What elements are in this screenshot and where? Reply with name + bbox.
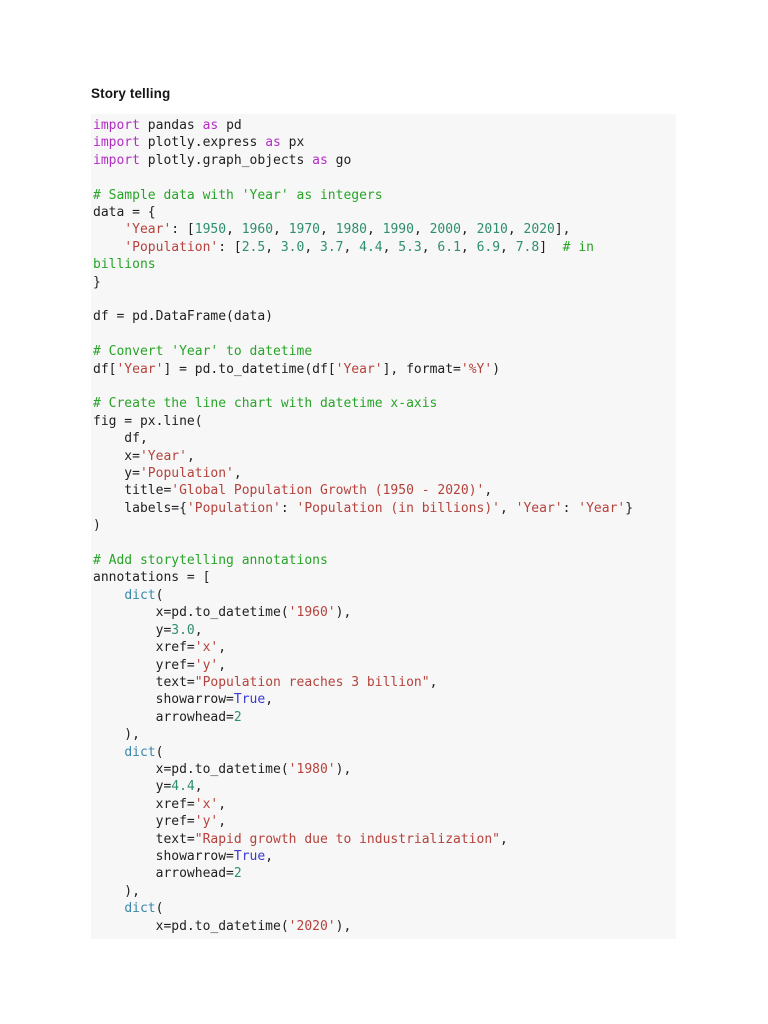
code-token-string: 'Year' [515,500,563,516]
code-token-plain: , [366,222,383,238]
code-token-number: 2010 [476,222,508,238]
code-token-string: 'x' [194,796,219,812]
code-line [93,709,674,726]
code-token-comment: # Sample data with 'Year' as integers [93,187,383,203]
code-token-plain: , [233,466,242,482]
code-token-plain: , [186,448,195,464]
code-token-keyword: import [93,118,140,133]
code-token-plain [93,745,124,760]
code-token-plain: ] = pd.to_datetime(df[ [163,361,336,377]
code-token-plain: , [429,674,438,690]
code-token-number: 2 [233,709,242,725]
code-token-number: 4.4 [171,779,195,795]
code-token-plain: : [ [218,239,242,255]
code-token-plain: x=pd.to_datetime( [93,918,289,934]
code-token-string: '1980' [288,761,336,777]
code-token-plain: text= [93,674,195,690]
code-token-plain: ) [93,518,101,534]
code-token-string: 'Population' [124,239,219,255]
code-token-plain: ], [554,222,571,238]
code-token-number: 2000 [429,222,461,238]
code-token-plain: go [327,152,352,168]
code-line [93,744,674,761]
code-token-plain: ], format= [382,361,461,377]
code-token-plain: ), [335,761,352,777]
code-token-comment: # in [562,239,594,255]
code-token-keyword: as [202,118,219,133]
code-token-plain: showarrow= [93,848,234,864]
code-token-plain: px [280,135,305,151]
code-token-string: '2020' [288,918,336,934]
code-line [93,657,674,674]
code-token-number: 7.8 [515,239,540,255]
code-token-number: 4.4 [359,239,383,255]
code-token-plain: fig = px.line( [93,413,203,429]
code-token-keyword: import [93,135,140,151]
code-line [93,413,674,430]
code-token-plain: , [413,222,430,238]
code-line [93,430,674,447]
code-token-plain: labels={ [93,500,187,516]
code-token-number: 2.5 [241,239,266,255]
code-token-plain: : [280,500,297,516]
code-token-plain: } [625,500,634,516]
code-line [93,274,674,291]
code-token-plain [93,222,124,237]
code-token-string: 'Global Population Growth (1950 - 2020)' [171,483,485,499]
code-token-plain: ), [93,883,140,899]
code-token-plain: , [265,239,281,255]
code-line [93,134,674,151]
code-token-plain: , [500,500,516,516]
code-token-plain: ( [155,744,164,760]
code-token-plain: , [218,814,227,830]
code-block [91,114,676,939]
code-line [93,848,674,865]
code-token-comment: billions [93,257,156,273]
code-token-plain: , [460,239,477,255]
code-line [93,918,674,935]
code-line [93,796,674,813]
code-token-plain: showarrow= [93,692,234,708]
code-line [93,239,674,256]
code-token-plain: title= [93,483,172,499]
code-token-plain: ( [155,901,164,917]
code-token-plain: df, [93,431,148,447]
code-line [93,308,674,325]
code-token-plain: , [500,831,508,847]
code-token-plain: pd [218,118,242,133]
code-line [93,691,674,708]
code-token-number: 2 [233,866,242,882]
code-token-number: 6.1 [437,239,461,255]
code-token-plain: ] [539,239,563,255]
code-token-string: 'x' [194,640,219,656]
code-line [93,291,674,308]
code-token-plain: x= [93,448,140,464]
code-token-builtin: dict [124,587,156,603]
code-line [93,448,674,465]
code-line [93,204,674,221]
code-token-plain: ) [492,361,501,377]
code-token-plain: yref= [93,657,195,673]
code-line [93,535,674,552]
code-token-number: 1960 [241,222,274,238]
code-token-plain: , [500,239,516,255]
code-token-plain: , [218,796,227,812]
code-line [93,482,674,499]
code-token-string: 'Population' [186,500,281,516]
code-line [93,221,674,238]
code-line [93,552,674,569]
code-line [93,622,674,639]
code-token-plain: ), [93,727,140,743]
code-line [93,569,674,586]
code-token-plain: arrowhead= [93,709,234,725]
code-token-plain [93,240,124,255]
code-token-number: 5.3 [398,239,422,255]
code-token-plain: x=pd.to_datetime( [93,605,289,621]
code-line [93,343,674,360]
code-line [93,865,674,882]
code-line [93,256,674,273]
code-token-comment: # Create the line chart with datetime x-axis [93,396,438,412]
code-token-comment: # Add storytelling annotations [93,553,328,569]
code-token-string: '1960' [288,605,336,621]
code-line [93,778,674,795]
code-token-plain: , [218,657,227,673]
code-token-string: 'Population (in billions)' [296,500,500,516]
code-token-plain: df[ [93,361,117,377]
code-token-string: 'Year' [335,361,383,377]
code-token-number: 3.7 [320,239,344,255]
code-token-plain: annotations = [ [93,570,211,586]
page-title: Story telling [91,86,171,101]
code-token-plain: text= [93,831,195,847]
code-line [93,500,674,517]
code-line [93,117,674,134]
code-token-string: 'y' [194,814,219,830]
code-token-plain: , [320,222,336,238]
code-token-plain: xref= [93,640,195,656]
code-token-plain: , [484,483,493,499]
code-token-string: 'Year' [116,361,164,377]
code-token-number: 1950 [194,222,227,238]
code-token-plain: , [218,640,227,656]
code-token-plain: df = pd.DataFrame(data) [93,309,274,325]
code-token-keyword: import [93,152,140,168]
code-token-plain: data = { [93,205,156,221]
code-token-plain: y= [93,779,172,795]
code-token-builtin: dict [124,744,156,760]
code-line [93,326,674,343]
code-token-plain: plotly.graph_objects [139,152,313,168]
code-token-plain: plotly.express [139,135,266,151]
code-line [93,726,674,743]
code-line [93,761,674,778]
code-token-string: 'Population' [139,466,234,482]
code-token-constant: True [233,848,266,864]
code-token-number: 6.9 [476,239,501,255]
code-token-plain: , [265,692,274,708]
code-line [93,883,674,900]
code-token-plain: , [273,222,289,238]
code-token-plain: , [194,779,203,795]
code-token-plain: xref= [93,796,195,812]
code-token-number: 3.0 [280,239,305,255]
code-token-number: 2020 [523,222,555,238]
code-token-plain: , [343,239,360,255]
code-token-plain: , [460,222,477,238]
code-token-string: '%Y' [460,361,493,377]
code-line [93,604,674,621]
code-token-plain [93,588,124,603]
code-token-plain: , [304,239,320,255]
code-token-plain: y= [93,466,140,482]
code-token-plain: , [265,848,274,864]
code-token-plain: ( [155,587,164,603]
code-token-plain: x=pd.to_datetime( [93,761,289,777]
code-line [93,813,674,830]
code-token-plain: , [382,239,399,255]
code-token-plain: ), [335,918,352,934]
code-token-builtin: dict [124,901,156,917]
code-token-plain: : [ [171,222,195,238]
code-token-plain: y= [93,622,172,638]
code-token-number: 1970 [288,222,321,238]
code-token-plain: arrowhead= [93,866,234,882]
code-token-string: 'Year' [578,500,626,516]
code-token-plain [93,901,124,916]
code-token-keyword: as [312,152,328,168]
code-token-string: 'Year' [139,448,187,464]
code-token-plain: ), [335,605,352,621]
code-line [93,169,674,186]
code-line [93,587,674,604]
code-token-plain: yref= [93,814,195,830]
code-token-string: "Rapid growth due to industrialization" [194,831,500,847]
code-line [93,152,674,169]
code-line [93,900,674,917]
code-line [93,517,674,534]
code-line [93,674,674,691]
code-token-comment: # Convert 'Year' to datetime [93,344,313,360]
code-token-string: 'y' [194,657,219,673]
code-line [93,465,674,482]
code-token-constant: True [233,692,266,708]
code-token-plain: , [226,222,242,238]
code-line [93,639,674,656]
code-token-plain: , [421,239,438,255]
code-token-number: 3.0 [171,622,195,638]
code-line [93,378,674,395]
code-token-string: 'Year' [124,222,172,238]
code-token-plain: pandas [139,118,203,133]
code-token-plain: , [194,622,203,638]
code-token-number: 1980 [335,222,367,238]
code-token-plain: } [93,274,101,290]
code-line [93,361,674,378]
code-token-plain: , [507,222,524,238]
code-line [93,395,674,412]
code-token-number: 1990 [382,222,414,238]
code-line [93,187,674,204]
code-line [93,831,674,848]
code-token-keyword: as [265,135,281,151]
code-token-string: "Population reaches 3 billion" [194,674,430,690]
code-token-plain: : [562,500,579,516]
